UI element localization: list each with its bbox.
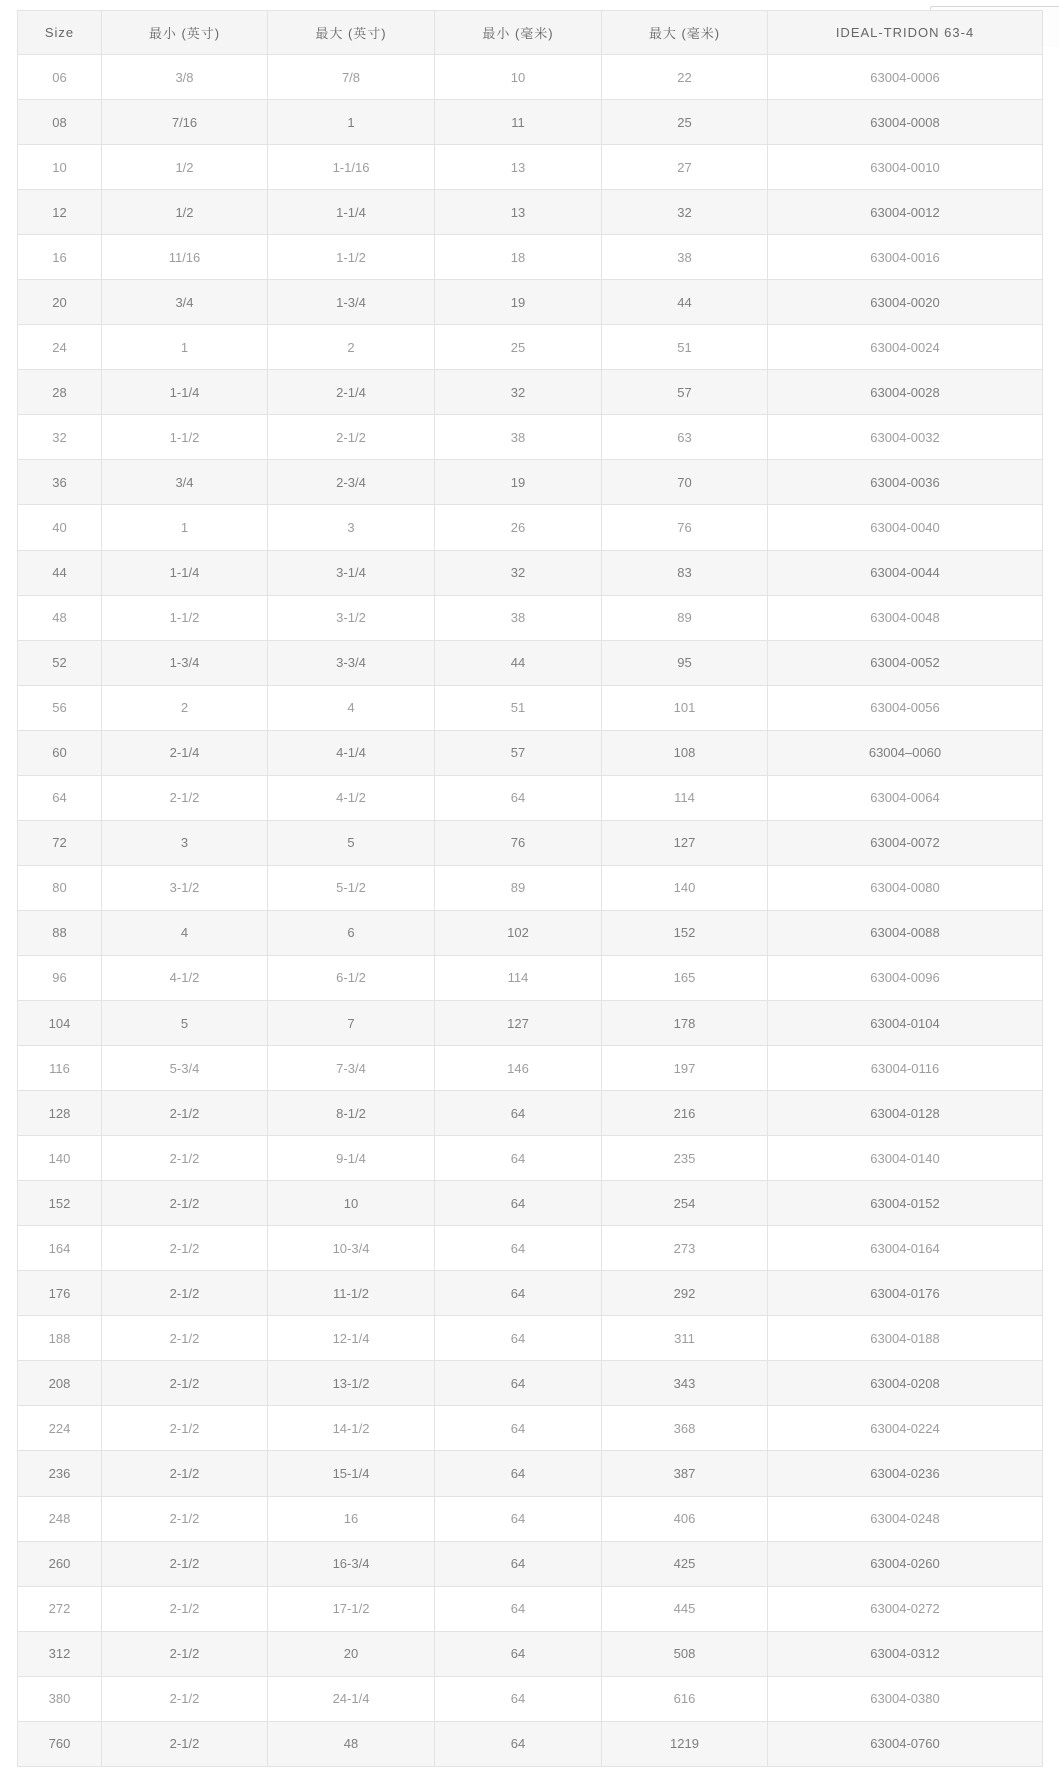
- cell-max_mm: 27: [602, 145, 768, 190]
- cell-size: 88: [18, 910, 102, 955]
- cell-max_in: 1-1/4: [268, 190, 435, 235]
- cell-max_in: 1-1/16: [268, 145, 435, 190]
- cell-min_in: 2-1/2: [102, 1226, 268, 1271]
- table-row: [18, 1091, 1043, 1136]
- cell-part: 63004-0236: [768, 1451, 1043, 1496]
- cell-max_in: 16-3/4: [268, 1541, 435, 1586]
- cell-min_mm: 114: [435, 955, 602, 1000]
- cell-part: 63004-0040: [768, 505, 1043, 550]
- cell-max_in: 4: [268, 685, 435, 730]
- table-row: [18, 55, 1043, 100]
- cell-max_in: 4-1/2: [268, 775, 435, 820]
- cell-min_mm: 32: [435, 550, 602, 595]
- column-header-part: IDEAL-TRIDON 63-4: [768, 11, 1043, 55]
- cell-min_in: 2-1/2: [102, 1676, 268, 1721]
- cell-size: 104: [18, 1000, 102, 1045]
- cell-max_mm: 1219: [602, 1721, 768, 1766]
- cell-max_mm: 32: [602, 190, 768, 235]
- cell-part: 63004-0152: [768, 1181, 1043, 1226]
- cell-max_mm: 89: [602, 595, 768, 640]
- cell-max_mm: 63: [602, 415, 768, 460]
- column-header-max_in: 最大 (英寸): [268, 11, 435, 55]
- cell-min_mm: 44: [435, 640, 602, 685]
- table-row: [18, 1316, 1043, 1361]
- cell-max_in: 7-3/4: [268, 1046, 435, 1091]
- cell-min_in: 3: [102, 820, 268, 865]
- cell-min_mm: 146: [435, 1046, 602, 1091]
- cell-part: 63004-0010: [768, 145, 1043, 190]
- cell-min_mm: 26: [435, 505, 602, 550]
- cell-size: 12: [18, 190, 102, 235]
- size-chart-table: [17, 10, 1043, 1767]
- cell-size: 164: [18, 1226, 102, 1271]
- column-header-max_mm: 最大 (毫米): [602, 11, 768, 55]
- cell-max_mm: 25: [602, 100, 768, 145]
- cell-max_mm: 95: [602, 640, 768, 685]
- cell-part: 63004-0020: [768, 280, 1043, 325]
- cell-min_in: 2-1/2: [102, 1496, 268, 1541]
- cell-max_mm: 114: [602, 775, 768, 820]
- cell-part: 63004-0224: [768, 1406, 1043, 1451]
- cell-max_mm: 57: [602, 370, 768, 415]
- cell-size: 36: [18, 460, 102, 505]
- table-row: [18, 775, 1043, 820]
- cell-min_mm: 11: [435, 100, 602, 145]
- cell-min_mm: 38: [435, 415, 602, 460]
- cell-part: 63004-0176: [768, 1271, 1043, 1316]
- cell-min_mm: 25: [435, 325, 602, 370]
- table-row: [18, 235, 1043, 280]
- cell-max_in: 7/8: [268, 55, 435, 100]
- table-row: [18, 280, 1043, 325]
- cell-min_mm: 13: [435, 145, 602, 190]
- cell-min_mm: 64: [435, 1181, 602, 1226]
- cell-max_mm: 254: [602, 1181, 768, 1226]
- cell-min_in: 1/2: [102, 190, 268, 235]
- table-row: [18, 100, 1043, 145]
- cell-min_in: 2-1/2: [102, 1631, 268, 1676]
- cell-min_in: 2-1/2: [102, 1586, 268, 1631]
- cell-max_in: 11-1/2: [268, 1271, 435, 1316]
- cell-min_in: 3/4: [102, 460, 268, 505]
- cell-max_in: 3-3/4: [268, 640, 435, 685]
- cell-part: 63004-0028: [768, 370, 1043, 415]
- cell-max_mm: 165: [602, 955, 768, 1000]
- table-row: [18, 1226, 1043, 1271]
- cell-min_in: 1-1/2: [102, 415, 268, 460]
- cell-min_in: 2-1/4: [102, 730, 268, 775]
- cell-max_in: 48: [268, 1721, 435, 1766]
- cell-min_in: 1-3/4: [102, 640, 268, 685]
- cell-size: 260: [18, 1541, 102, 1586]
- cell-part: 63004-0164: [768, 1226, 1043, 1271]
- cell-part: 63004-0036: [768, 460, 1043, 505]
- cell-max_mm: 51: [602, 325, 768, 370]
- cell-size: 56: [18, 685, 102, 730]
- cell-size: 64: [18, 775, 102, 820]
- table-row: [18, 505, 1043, 550]
- table-row: [18, 1271, 1043, 1316]
- cell-part: 63004-0260: [768, 1541, 1043, 1586]
- cell-max_in: 2: [268, 325, 435, 370]
- cell-size: 208: [18, 1361, 102, 1406]
- cell-min_mm: 127: [435, 1000, 602, 1045]
- cell-max_mm: 508: [602, 1631, 768, 1676]
- cell-min_in: 2-1/2: [102, 1091, 268, 1136]
- table-row: [18, 1676, 1043, 1721]
- cell-min_in: 2-1/2: [102, 1136, 268, 1181]
- cell-max_mm: 38: [602, 235, 768, 280]
- cell-size: 224: [18, 1406, 102, 1451]
- cell-max_in: 8-1/2: [268, 1091, 435, 1136]
- cell-max_mm: 44: [602, 280, 768, 325]
- cell-min_mm: 32: [435, 370, 602, 415]
- cell-min_mm: 57: [435, 730, 602, 775]
- table-row: [18, 1361, 1043, 1406]
- cell-part: 63004-0006: [768, 55, 1043, 100]
- table-row: [18, 640, 1043, 685]
- cell-min_mm: 64: [435, 1271, 602, 1316]
- cell-part: 63004-0096: [768, 955, 1043, 1000]
- cell-max_in: 1-1/2: [268, 235, 435, 280]
- table-row: [18, 190, 1043, 235]
- cell-min_in: 3/4: [102, 280, 268, 325]
- cell-part: 63004-0380: [768, 1676, 1043, 1721]
- cell-min_mm: 64: [435, 1586, 602, 1631]
- cell-size: 10: [18, 145, 102, 190]
- cell-part: 63004-0056: [768, 685, 1043, 730]
- cell-size: 24: [18, 325, 102, 370]
- cell-size: 48: [18, 595, 102, 640]
- cell-size: 760: [18, 1721, 102, 1766]
- cell-max_in: 13-1/2: [268, 1361, 435, 1406]
- cell-max_mm: 406: [602, 1496, 768, 1541]
- table-row: [18, 595, 1043, 640]
- column-header-size: Size: [18, 11, 102, 55]
- cell-size: 52: [18, 640, 102, 685]
- cell-min_in: 2-1/2: [102, 1361, 268, 1406]
- cell-max_mm: 140: [602, 865, 768, 910]
- cell-size: 44: [18, 550, 102, 595]
- cell-min_in: 5-3/4: [102, 1046, 268, 1091]
- cell-max_in: 6: [268, 910, 435, 955]
- cell-min_in: 5: [102, 1000, 268, 1045]
- table-row: [18, 730, 1043, 775]
- cell-max_mm: 178: [602, 1000, 768, 1045]
- cell-min_mm: 19: [435, 460, 602, 505]
- column-header-min_mm: 最小 (毫米): [435, 11, 602, 55]
- cell-part: 63004-0140: [768, 1136, 1043, 1181]
- table-row: [18, 1496, 1043, 1541]
- cell-max_in: 3: [268, 505, 435, 550]
- cell-part: 63004-0104: [768, 1000, 1043, 1045]
- cell-min_in: 11/16: [102, 235, 268, 280]
- cell-min_in: 2-1/2: [102, 1406, 268, 1451]
- cell-max_mm: 235: [602, 1136, 768, 1181]
- cell-part: 63004-0044: [768, 550, 1043, 595]
- table-row: [18, 550, 1043, 595]
- cell-min_mm: 102: [435, 910, 602, 955]
- cell-max_mm: 22: [602, 55, 768, 100]
- cell-max_in: 2-1/4: [268, 370, 435, 415]
- table-row: [18, 1181, 1043, 1226]
- cell-max_mm: 152: [602, 910, 768, 955]
- cell-max_in: 5: [268, 820, 435, 865]
- cell-min_in: 2-1/2: [102, 1451, 268, 1496]
- cell-max_in: 2-3/4: [268, 460, 435, 505]
- cell-min_mm: 18: [435, 235, 602, 280]
- cell-min_in: 1-1/2: [102, 595, 268, 640]
- cell-max_in: 17-1/2: [268, 1586, 435, 1631]
- cell-max_mm: 127: [602, 820, 768, 865]
- table-row: [18, 460, 1043, 505]
- cell-size: 128: [18, 1091, 102, 1136]
- cell-part: 63004-0208: [768, 1361, 1043, 1406]
- cell-max_mm: 311: [602, 1316, 768, 1361]
- cell-size: 152: [18, 1181, 102, 1226]
- cell-max_in: 10: [268, 1181, 435, 1226]
- cell-part: 63004-0272: [768, 1586, 1043, 1631]
- cell-size: 60: [18, 730, 102, 775]
- cell-min_mm: 64: [435, 1091, 602, 1136]
- cell-part: 63004-0760: [768, 1721, 1043, 1766]
- cell-min_mm: 76: [435, 820, 602, 865]
- table-row: [18, 685, 1043, 730]
- table-row: [18, 1046, 1043, 1091]
- cell-size: 32: [18, 415, 102, 460]
- cell-part: 63004-0088: [768, 910, 1043, 955]
- cell-min_in: 1/2: [102, 145, 268, 190]
- cell-max_in: 10-3/4: [268, 1226, 435, 1271]
- table-row: [18, 910, 1043, 955]
- cell-part: 63004-0064: [768, 775, 1043, 820]
- cell-max_mm: 343: [602, 1361, 768, 1406]
- table-row: [18, 1136, 1043, 1181]
- cell-part: 63004-0032: [768, 415, 1043, 460]
- cell-max_in: 5-1/2: [268, 865, 435, 910]
- cell-max_mm: 108: [602, 730, 768, 775]
- cell-size: 40: [18, 505, 102, 550]
- cell-part: 63004-0248: [768, 1496, 1043, 1541]
- header-row: [18, 11, 1043, 55]
- cell-size: 272: [18, 1586, 102, 1631]
- cell-max_in: 16: [268, 1496, 435, 1541]
- cell-min_in: 2-1/2: [102, 775, 268, 820]
- table-row: [18, 325, 1043, 370]
- cell-min_in: 2: [102, 685, 268, 730]
- cell-min_in: 1-1/4: [102, 370, 268, 415]
- table-row: [18, 1721, 1043, 1766]
- cell-size: 312: [18, 1631, 102, 1676]
- cell-min_mm: 64: [435, 1316, 602, 1361]
- cell-min_mm: 10: [435, 55, 602, 100]
- cell-min_in: 2-1/2: [102, 1316, 268, 1361]
- cell-min_mm: 64: [435, 1496, 602, 1541]
- cell-min_mm: 64: [435, 1451, 602, 1496]
- cell-min_in: 2-1/2: [102, 1541, 268, 1586]
- cell-min_mm: 64: [435, 1676, 602, 1721]
- cell-min_in: 2-1/2: [102, 1271, 268, 1316]
- cell-max_mm: 273: [602, 1226, 768, 1271]
- cell-max_in: 7: [268, 1000, 435, 1045]
- cell-max_mm: 292: [602, 1271, 768, 1316]
- cell-max_in: 24-1/4: [268, 1676, 435, 1721]
- cell-part: 63004–0060: [768, 730, 1043, 775]
- cell-max_mm: 425: [602, 1541, 768, 1586]
- cell-part: 63004-0024: [768, 325, 1043, 370]
- table-body: [18, 55, 1043, 1767]
- cell-max_mm: 616: [602, 1676, 768, 1721]
- cell-size: 80: [18, 865, 102, 910]
- cell-min_mm: 64: [435, 1136, 602, 1181]
- cell-max_in: 6-1/2: [268, 955, 435, 1000]
- cell-max_in: 12-1/4: [268, 1316, 435, 1361]
- cell-max_in: 3-1/4: [268, 550, 435, 595]
- cell-min_mm: 64: [435, 1226, 602, 1271]
- table-row: [18, 865, 1043, 910]
- cell-size: 96: [18, 955, 102, 1000]
- table-row: [18, 415, 1043, 460]
- cell-max_in: 1-3/4: [268, 280, 435, 325]
- cell-min_mm: 64: [435, 1721, 602, 1766]
- cell-part: 63004-0012: [768, 190, 1043, 235]
- cell-size: 20: [18, 280, 102, 325]
- cell-max_in: 2-1/2: [268, 415, 435, 460]
- cell-size: 28: [18, 370, 102, 415]
- table-row: [18, 1541, 1043, 1586]
- cell-size: 140: [18, 1136, 102, 1181]
- cell-part: 63004-0072: [768, 820, 1043, 865]
- table-row: [18, 820, 1043, 865]
- cell-min_in: 4: [102, 910, 268, 955]
- cell-part: 63004-0016: [768, 235, 1043, 280]
- cell-max_mm: 70: [602, 460, 768, 505]
- cell-max_mm: 83: [602, 550, 768, 595]
- cell-part: 63004-0008: [768, 100, 1043, 145]
- cell-min_mm: 64: [435, 1361, 602, 1406]
- cell-min_mm: 64: [435, 1541, 602, 1586]
- cell-part: 63004-0188: [768, 1316, 1043, 1361]
- cell-max_in: 14-1/2: [268, 1406, 435, 1451]
- cell-size: 08: [18, 100, 102, 145]
- cell-max_in: 1: [268, 100, 435, 145]
- cell-min_mm: 89: [435, 865, 602, 910]
- cell-min_mm: 19: [435, 280, 602, 325]
- cell-min_mm: 13: [435, 190, 602, 235]
- table-row: [18, 955, 1043, 1000]
- table-row: [18, 1631, 1043, 1676]
- cell-max_mm: 216: [602, 1091, 768, 1136]
- cell-size: 06: [18, 55, 102, 100]
- cell-min_in: 1: [102, 325, 268, 370]
- cell-min_mm: 64: [435, 775, 602, 820]
- cell-part: 63004-0052: [768, 640, 1043, 685]
- cell-size: 16: [18, 235, 102, 280]
- cell-part: 63004-0116: [768, 1046, 1043, 1091]
- cell-min_in: 1-1/4: [102, 550, 268, 595]
- cell-size: 188: [18, 1316, 102, 1361]
- cell-min_in: 3/8: [102, 55, 268, 100]
- table-row: [18, 370, 1043, 415]
- cell-part: 63004-0312: [768, 1631, 1043, 1676]
- cell-max_mm: 101: [602, 685, 768, 730]
- cell-part: 63004-0048: [768, 595, 1043, 640]
- cell-max_mm: 387: [602, 1451, 768, 1496]
- cell-max_in: 15-1/4: [268, 1451, 435, 1496]
- cell-max_mm: 197: [602, 1046, 768, 1091]
- cell-size: 236: [18, 1451, 102, 1496]
- cell-min_mm: 38: [435, 595, 602, 640]
- cell-part: 63004-0128: [768, 1091, 1043, 1136]
- cell-min_in: 2-1/2: [102, 1721, 268, 1766]
- cell-min_in: 1: [102, 505, 268, 550]
- cell-max_in: 3-1/2: [268, 595, 435, 640]
- table-row: [18, 1000, 1043, 1045]
- cell-max_mm: 445: [602, 1586, 768, 1631]
- cell-min_in: 7/16: [102, 100, 268, 145]
- cell-size: 116: [18, 1046, 102, 1091]
- cell-max_mm: 76: [602, 505, 768, 550]
- cell-max_mm: 368: [602, 1406, 768, 1451]
- size-chart-container: [17, 10, 1043, 1767]
- table-row: [18, 145, 1043, 190]
- cell-min_mm: 51: [435, 685, 602, 730]
- cell-size: 380: [18, 1676, 102, 1721]
- cell-min_in: 2-1/2: [102, 1181, 268, 1226]
- table-row: [18, 1586, 1043, 1631]
- column-header-min_in: 最小 (英寸): [102, 11, 268, 55]
- cell-min_in: 4-1/2: [102, 955, 268, 1000]
- cell-min_in: 3-1/2: [102, 865, 268, 910]
- cell-size: 176: [18, 1271, 102, 1316]
- cell-max_in: 4-1/4: [268, 730, 435, 775]
- cell-part: 63004-0080: [768, 865, 1043, 910]
- table-row: [18, 1451, 1043, 1496]
- cell-size: 72: [18, 820, 102, 865]
- cell-min_mm: 64: [435, 1631, 602, 1676]
- cell-max_in: 9-1/4: [268, 1136, 435, 1181]
- table-row: [18, 1406, 1043, 1451]
- cell-max_in: 20: [268, 1631, 435, 1676]
- cell-size: 248: [18, 1496, 102, 1541]
- cell-min_mm: 64: [435, 1406, 602, 1451]
